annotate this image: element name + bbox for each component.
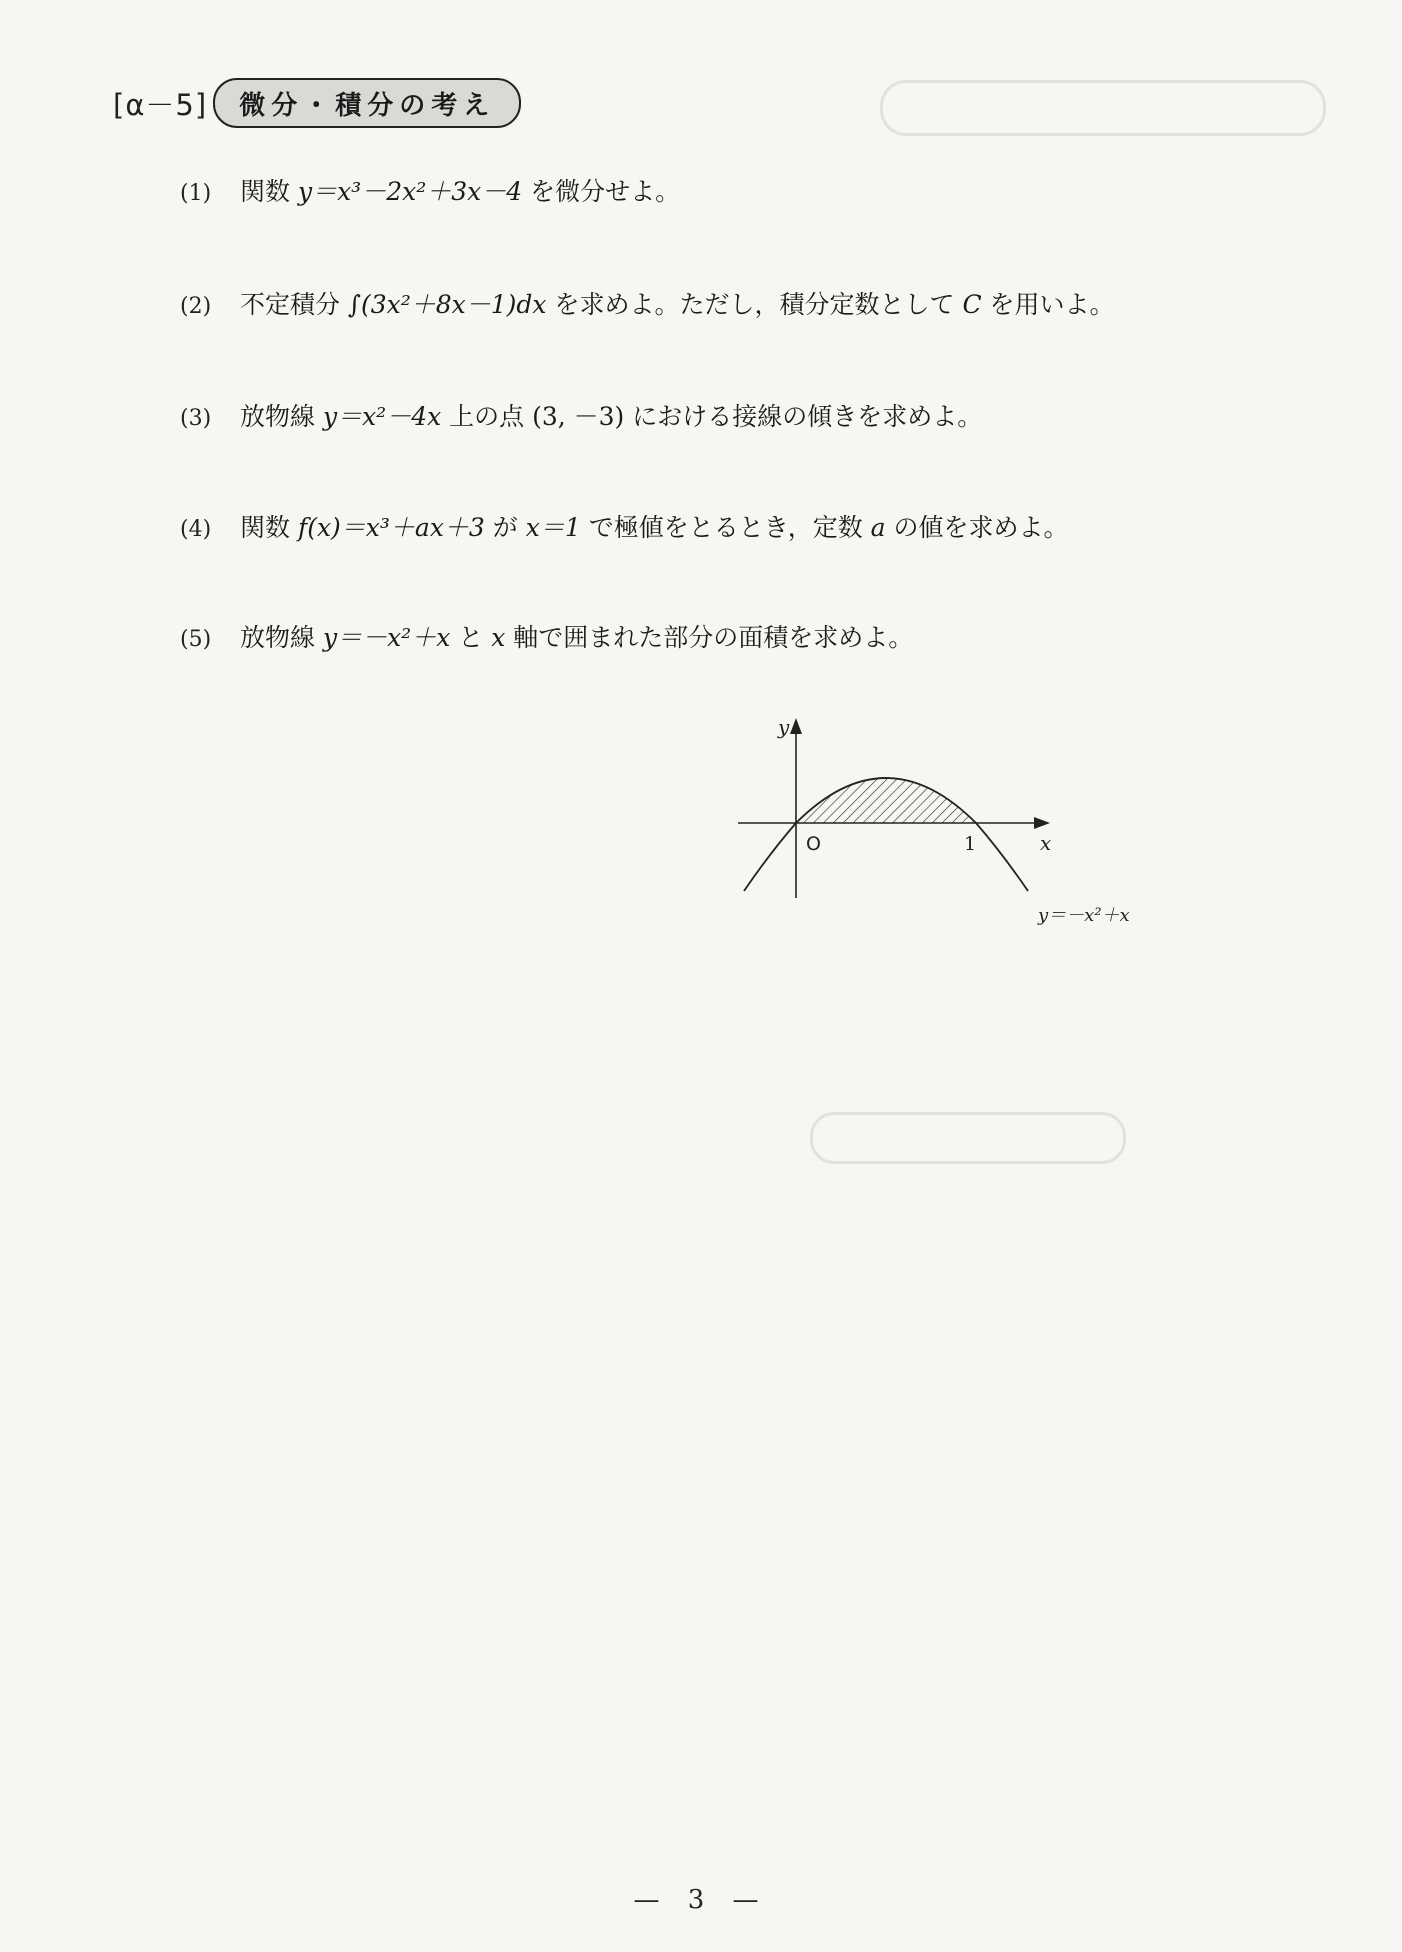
problem-number: (2): [180, 294, 212, 319]
tick-label-one: 1: [964, 833, 977, 855]
problem-5: [180, 618, 913, 654]
constant-symbol: a: [870, 513, 886, 542]
problem-text-b: が: [484, 513, 526, 542]
origin-label: O: [806, 833, 821, 855]
problem-text-c: を用いよ。: [981, 290, 1115, 319]
y-axis-label: y: [778, 715, 790, 739]
condition: x＝1: [525, 513, 581, 542]
equation: y＝－x²＋x: [322, 623, 451, 652]
problem-text: [240, 618, 913, 654]
problem-number: (3): [180, 406, 212, 431]
page-number: — 3 —: [633, 1885, 769, 1915]
curve-label: y＝－x²＋x: [1038, 905, 1130, 926]
equation: y＝x²－4x: [322, 402, 442, 431]
section-code: [α－5]: [113, 87, 208, 122]
parabola-figure: [720, 708, 1180, 948]
problem-4: [180, 508, 1069, 544]
problem-text-c: 軸で囲まれた部分の面積を求めよ。: [505, 623, 914, 652]
problem-text-b: と: [450, 623, 492, 652]
function-definition: f(x)＝x³＋ax＋3: [297, 513, 485, 542]
problem-text-b: を求めよ。ただし，積分定数として: [546, 290, 963, 319]
section-title-badge: 微分・積分の考え: [213, 78, 521, 128]
x-axis-label: x: [1040, 831, 1052, 855]
problem-text: [240, 508, 1069, 544]
problem-number: (5): [180, 627, 212, 652]
problem-2: [180, 285, 1115, 321]
integral-expression: ∫(3x²＋8x－1)dx: [347, 290, 547, 319]
problem-text: [240, 397, 982, 433]
section-header: [113, 78, 521, 128]
problem-text-a: 放物線: [240, 623, 323, 652]
problem-text-a: 関数: [240, 177, 298, 206]
problem-text-a: 関数: [240, 513, 298, 542]
problem-3: [180, 397, 982, 433]
bleed-through-ghost-2: [810, 1112, 1126, 1164]
bleed-through-ghost: [880, 80, 1326, 136]
problem-number: (4): [180, 517, 212, 542]
x-axis-arrow-icon: [1034, 817, 1050, 829]
problem-text-a: 放物線: [240, 402, 323, 431]
equation: y＝x³－2x²＋3x－4: [297, 177, 523, 206]
problem-text: [240, 172, 680, 208]
problem-text-b: を微分せよ。: [522, 177, 681, 206]
problem-text-d: の値を求めよ。: [885, 513, 1069, 542]
problem-1: [180, 172, 680, 208]
problem-text-a: 不定積分: [240, 290, 348, 319]
problem-text-b: 上の点 (3, －3) における接線の傾きを求めよ。: [441, 402, 983, 431]
y-axis-arrow-icon: [790, 718, 802, 734]
constant-symbol: C: [962, 290, 982, 319]
problem-number: (1): [180, 181, 212, 206]
problem-text-c: で極値をとるとき，定数: [580, 513, 871, 542]
problem-text: [240, 285, 1115, 321]
axis-symbol: x: [491, 623, 506, 652]
